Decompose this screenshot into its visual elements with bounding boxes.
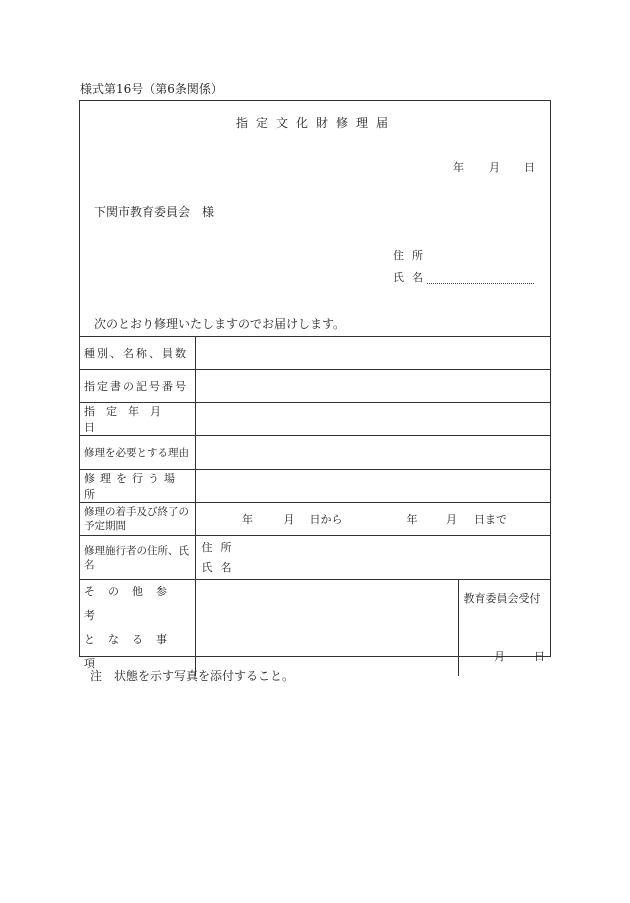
field-place[interactable] [195, 470, 551, 503]
date-year: 年 [453, 161, 464, 174]
field-reason[interactable] [195, 436, 551, 470]
form-frame [79, 100, 551, 670]
date-month: 月 [489, 161, 500, 174]
date-day: 日 [524, 161, 535, 174]
applicant-name-line[interactable] [427, 283, 534, 284]
other-label-line-2: となる事項 [84, 633, 180, 670]
form-table [79, 336, 551, 676]
addressee: 下関市教育委員会 様 [94, 205, 215, 219]
receipt-title: 教育委員会受付 [463, 592, 541, 605]
receipt-cell[interactable] [458, 580, 551, 677]
intro-text: 次のとおり修理いたしますのでお届けします。 [94, 317, 346, 331]
form-title: 指定文化財修理届 [235, 116, 396, 130]
receipt-date [494, 648, 545, 664]
footnote: 注 状態を示す写真を添付すること。 [90, 669, 295, 683]
table-row [79, 337, 551, 370]
table-row [79, 436, 551, 470]
field-designation-date[interactable] [195, 403, 551, 436]
label-worker: 修理施行者の住所、氏名 [79, 536, 195, 580]
worker-address-label: 住所 [201, 540, 240, 554]
table-row [79, 536, 551, 580]
receipt-day: 日 [534, 650, 545, 663]
field-worker[interactable] [195, 536, 551, 580]
applicant-address-label: 住所 [393, 249, 431, 262]
field-other[interactable] [195, 580, 458, 677]
label-designation-date: 指定年月日 [79, 403, 195, 436]
applicant-name-label: 氏名 [393, 271, 431, 284]
label-place: 修理を行う場所 [79, 470, 195, 503]
period-day-to: 日まで [474, 513, 507, 526]
worker-name-label: 氏名 [201, 560, 240, 574]
field-type-name-count[interactable] [195, 337, 551, 370]
label-other [79, 580, 195, 677]
period-month-to: 月 [446, 513, 457, 526]
receipt-month: 月 [494, 650, 505, 663]
label-cert-number: 指定書の記号番号 [79, 370, 195, 403]
period-year-to: 年 [406, 513, 418, 526]
label-period: 修理の着手及び終了の予定期間 [79, 503, 195, 536]
table-row [79, 470, 551, 503]
table-row [79, 370, 551, 403]
other-label-line-1: その他参考 [84, 585, 180, 622]
table-row [79, 580, 551, 677]
label-type-name-count: 種別、名称、員数 [79, 337, 195, 370]
period-year-from: 年 [242, 513, 253, 526]
table-row [79, 403, 551, 436]
table-row [79, 503, 551, 536]
field-period[interactable] [195, 503, 551, 536]
period-day-from: 日から [309, 513, 343, 526]
label-reason: 修理を必要とする理由 [79, 436, 195, 470]
period-month-from: 月 [283, 513, 295, 526]
field-cert-number[interactable] [195, 370, 551, 403]
form-number: 様式第16号（第6条関係） [80, 82, 223, 96]
